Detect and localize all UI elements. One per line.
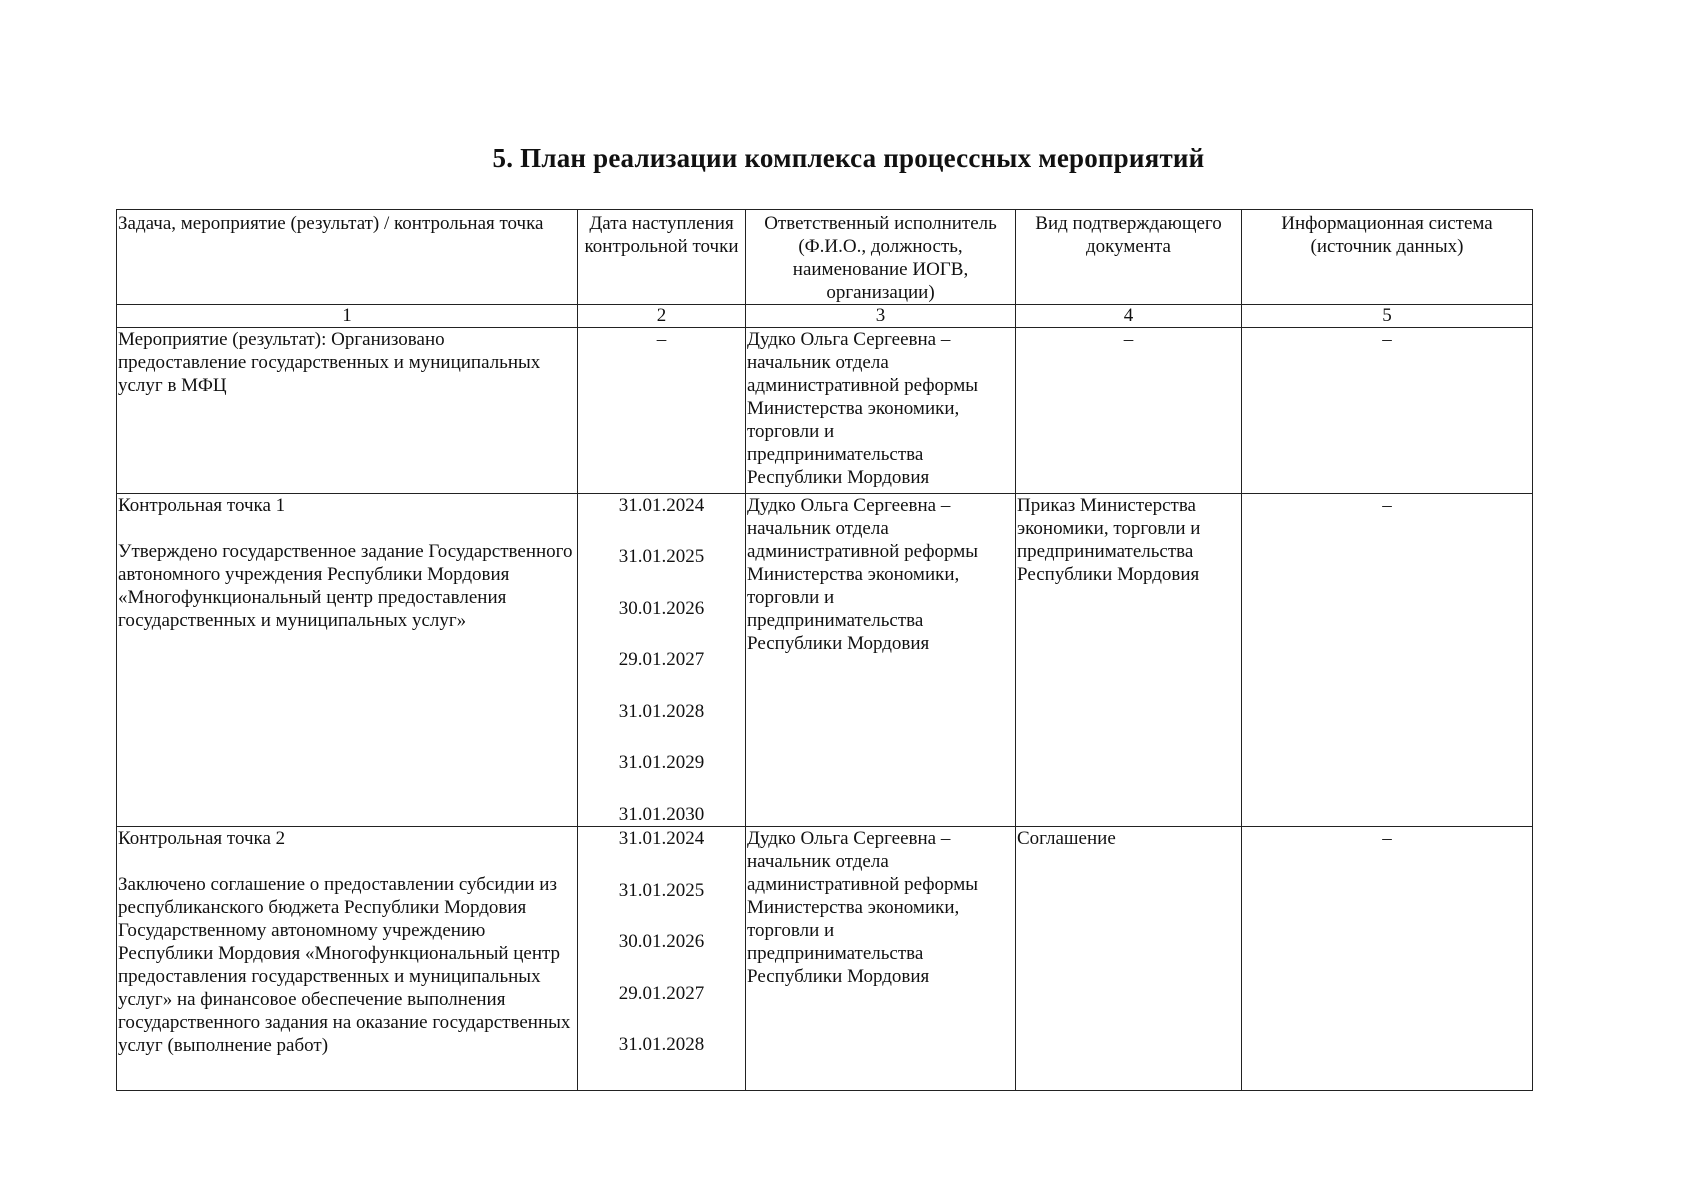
checkpoint-date: 31.01.2030 <box>618 803 705 825</box>
table-row <box>117 827 1533 1091</box>
checkpoint-date: 31.01.2024 <box>618 494 705 516</box>
plan-table <box>116 209 1533 1091</box>
document-cell: Приказ Министерства экономики, торговли и предпринимательства Республики Мордовия <box>1016 493 1242 827</box>
responsible-cell: Дудко Ольга Сергеевна – начальник отдела административной реформы Министерства экономики, торговли и предпринимательства Республики Мордовия <box>746 827 1016 1091</box>
checkpoint-title: Контрольная точка 2 <box>118 828 286 850</box>
document-cell: – <box>1016 328 1242 493</box>
checkpoint-description: Заключено соглашение о предоставлении субсидии из республиканского бюджета Республики Мордовия Государственному автономному учреждению Республики Мордовия «Многофункциональный центр предоставления государственных и муниципальных услуг» на финансовое обеспечение выполнения государственного задания на оказание государственных услуг (выполнение работ) <box>118 874 571 1057</box>
system-cell: – <box>1242 493 1533 827</box>
date-cell: – <box>578 328 746 493</box>
header-task: Задача, мероприятие (результат) / контрольная точка <box>117 210 578 305</box>
checkpoint-date: 31.01.2029 <box>618 752 705 774</box>
header-responsible: Ответственный исполнитель (Ф.И.О., должность, наименование ИОГВ, организации) <box>746 210 1016 305</box>
checkpoint-date: 29.01.2027 <box>618 982 705 1004</box>
checkpoint-date: 31.01.2028 <box>618 1034 705 1056</box>
page-title: 5. План реализации комплекса процессных мероприятий <box>492 143 1205 173</box>
checkpoint-date: 29.01.2027 <box>618 649 705 671</box>
column-number: 3 <box>746 305 1016 328</box>
header-system: Информационная система (источник данных) <box>1242 210 1533 305</box>
checkpoint-description: Утверждено государственное задание Государственного автономного учреждения Республики Мордовия «Многофункциональный центр предоставления государственных и муниципальных услуг» <box>118 540 573 631</box>
task-cell <box>117 827 578 1091</box>
task-cell <box>117 493 578 827</box>
checkpoint-date: 31.01.2028 <box>618 700 705 722</box>
checkpoint-title: Контрольная точка 1 <box>118 494 286 516</box>
date-cell <box>578 827 746 1091</box>
checkpoint-date: 30.01.2026 <box>618 597 705 619</box>
responsible-cell: Дудко Ольга Сергеевна – начальник отдела административной реформы Министерства экономики, торговли и предпринимательства Республики Мордовия <box>746 493 1016 827</box>
checkpoint-date: 31.01.2025 <box>618 879 705 901</box>
header-document: Вид подтверждающего документа <box>1016 210 1242 305</box>
column-number: 5 <box>1242 305 1533 328</box>
table-row <box>117 328 1533 493</box>
system-cell: – <box>1242 328 1533 493</box>
header-date: Дата наступления контрольной точки <box>578 210 746 305</box>
checkpoint-date: 31.01.2025 <box>618 546 705 568</box>
system-cell: – <box>1242 827 1533 1091</box>
column-number: 2 <box>578 305 746 328</box>
checkpoint-date: 31.01.2024 <box>618 828 705 850</box>
header-row <box>117 210 1533 305</box>
table-row <box>117 493 1533 827</box>
responsible-cell: Дудко Ольга Сергеевна – начальник отдела административной реформы Министерства экономики, торговли и предпринимательства Республики Мордовия <box>746 328 1016 493</box>
checkpoint-date: 30.01.2026 <box>618 931 705 953</box>
column-number: 4 <box>1016 305 1242 328</box>
document-cell: Соглашение <box>1016 827 1242 1091</box>
task-cell: Мероприятие (результат): Организовано предоставление государственных и муниципальных услуг в МФЦ <box>117 328 578 493</box>
column-number-row <box>117 305 1533 328</box>
column-number: 1 <box>117 305 578 328</box>
date-cell <box>578 493 746 827</box>
